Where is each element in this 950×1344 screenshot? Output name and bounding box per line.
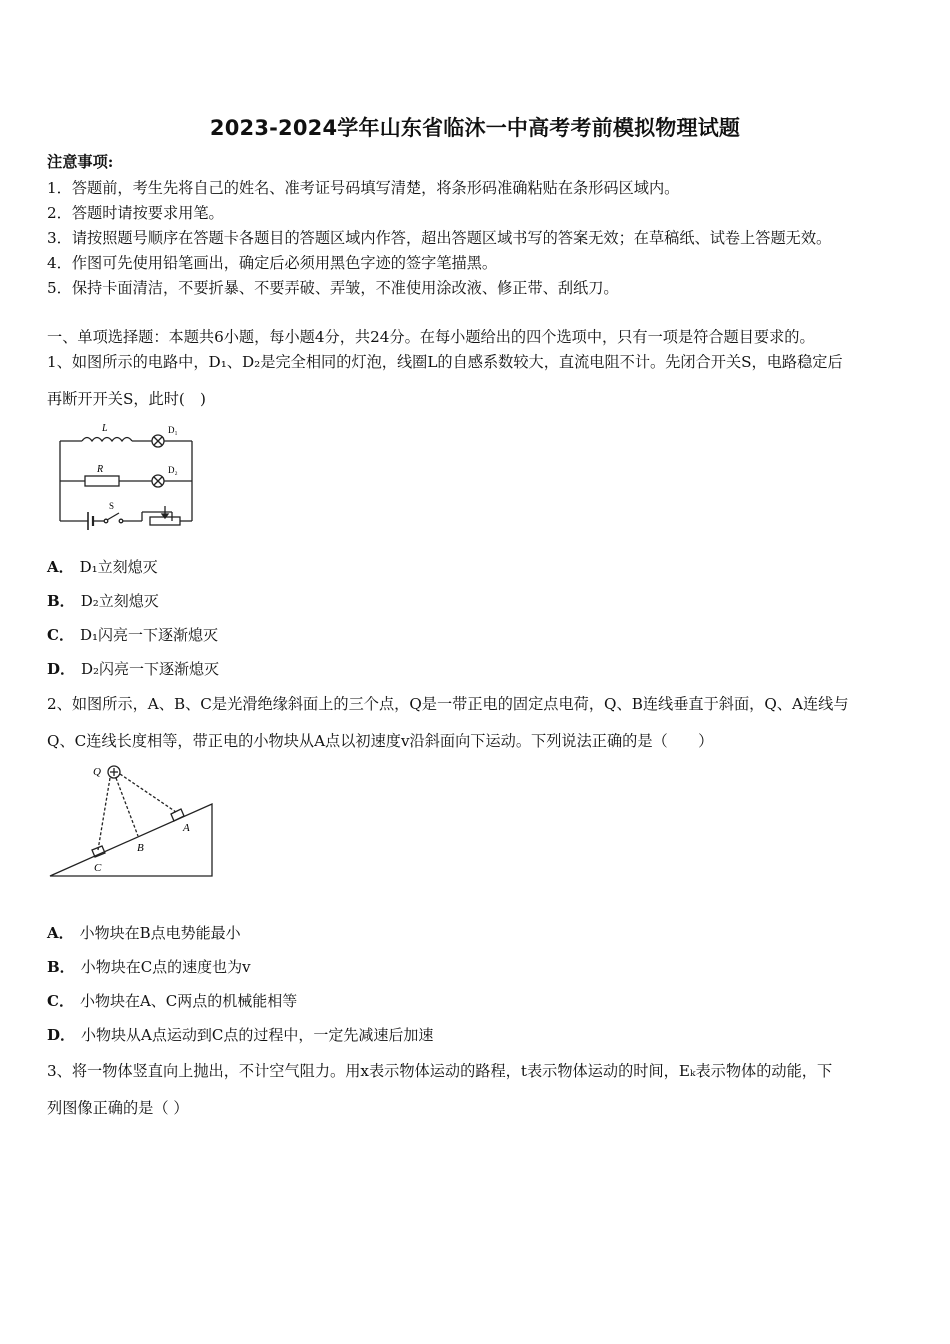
- q1-label-L: L: [102, 423, 108, 434]
- q2-stem-line1: 2、如图所示，A、B、C是光滑绝缘斜面上的三个点，Q是一带正电的固定点电荷，Q、B连线垂直于斜面，Q、A连线与: [47, 695, 849, 713]
- q1-option-b: B． D₂立刻熄灭: [47, 592, 159, 610]
- q1-option-c: C． D₁闪亮一下逐渐熄灭: [47, 626, 218, 644]
- notice-item-5: 5．保持卡面清洁，不要折暴、不要弄破、弄皱，不准使用涂改液、修正带、刮纸刀。: [47, 279, 619, 297]
- q2-option-d: D． 小物块从A点运动到C点的过程中，一定先减速后加速: [47, 1026, 434, 1044]
- q1-label-D2: D₂: [168, 465, 178, 475]
- notice-item-1: 1．答题前，考生先将自己的姓名、准考证号码填写清楚，将条形码准确粘贴在条形码区域内。: [47, 179, 680, 197]
- q1-label-D1: D₁: [168, 425, 178, 435]
- q2-option-a: A． 小物块在B点电势能最小: [47, 924, 241, 942]
- q1-option-d: D． D₂闪亮一下逐渐熄灭: [47, 660, 220, 678]
- notice-heading: 注意事项:: [47, 153, 114, 171]
- q2-label-C: C: [94, 862, 102, 874]
- q2-label-Q: Q: [93, 766, 101, 778]
- q2-stem-line2: Q、C连线长度相等，带正电的小物块从A点以初速度v沿斜面向下运动。下列说法正确的是（ ）: [47, 732, 714, 750]
- notice-item-4: 4．作图可先使用铅笔画出，确定后必须用黑色字迹的签字笔描黑。: [47, 254, 498, 272]
- q2-label-B: B: [137, 842, 144, 854]
- q1-circuit-diagram: [52, 420, 212, 532]
- q2-option-c: C． 小物块在A、C两点的机械能相等: [47, 992, 298, 1010]
- q1-stem-line1: 1、如图所示的电路中，D₁、D₂是完全相同的灯泡，线圈L的自感系数较大，直流电阻不计。先闭合开关S，电路稳定后: [47, 353, 843, 371]
- q2-label-A: A: [183, 822, 190, 834]
- q1-option-a: A． D₁立刻熄灭: [47, 558, 158, 576]
- q2-option-b: B． 小物块在C点的速度也为v: [47, 958, 251, 976]
- notice-item-3: 3．请按照题号顺序在答题卡各题目的答题区域内作答，超出答题区域书写的答案无效；在草稿纸、试卷上答题无效。: [47, 229, 832, 247]
- q1-label-R: R: [97, 464, 104, 475]
- q3-stem-line1: 3、将一物体竖直向上抛出，不计空气阻力。用x表示物体运动的路程，t表示物体运动的时间，Eₖ表示物体的动能，下: [47, 1062, 833, 1080]
- q1-label-S: S: [109, 501, 115, 511]
- q1-stem-line2: 再断开开关S，此时( ): [47, 390, 206, 408]
- section-heading: 一、单项选择题：本题共6小题，每小题4分，共24分。在每小题给出的四个选项中，只有一项是符合题目要求的。: [47, 328, 815, 346]
- notice-item-2: 2．答题时请按要求用笔。: [47, 204, 224, 222]
- q2-incline-diagram: [46, 760, 216, 882]
- q3-stem-line2: 列图像正确的是（ ）: [47, 1099, 189, 1117]
- page-title: 2023-2024学年山东省临沐一中高考考前模拟物理试题: [209, 116, 741, 140]
